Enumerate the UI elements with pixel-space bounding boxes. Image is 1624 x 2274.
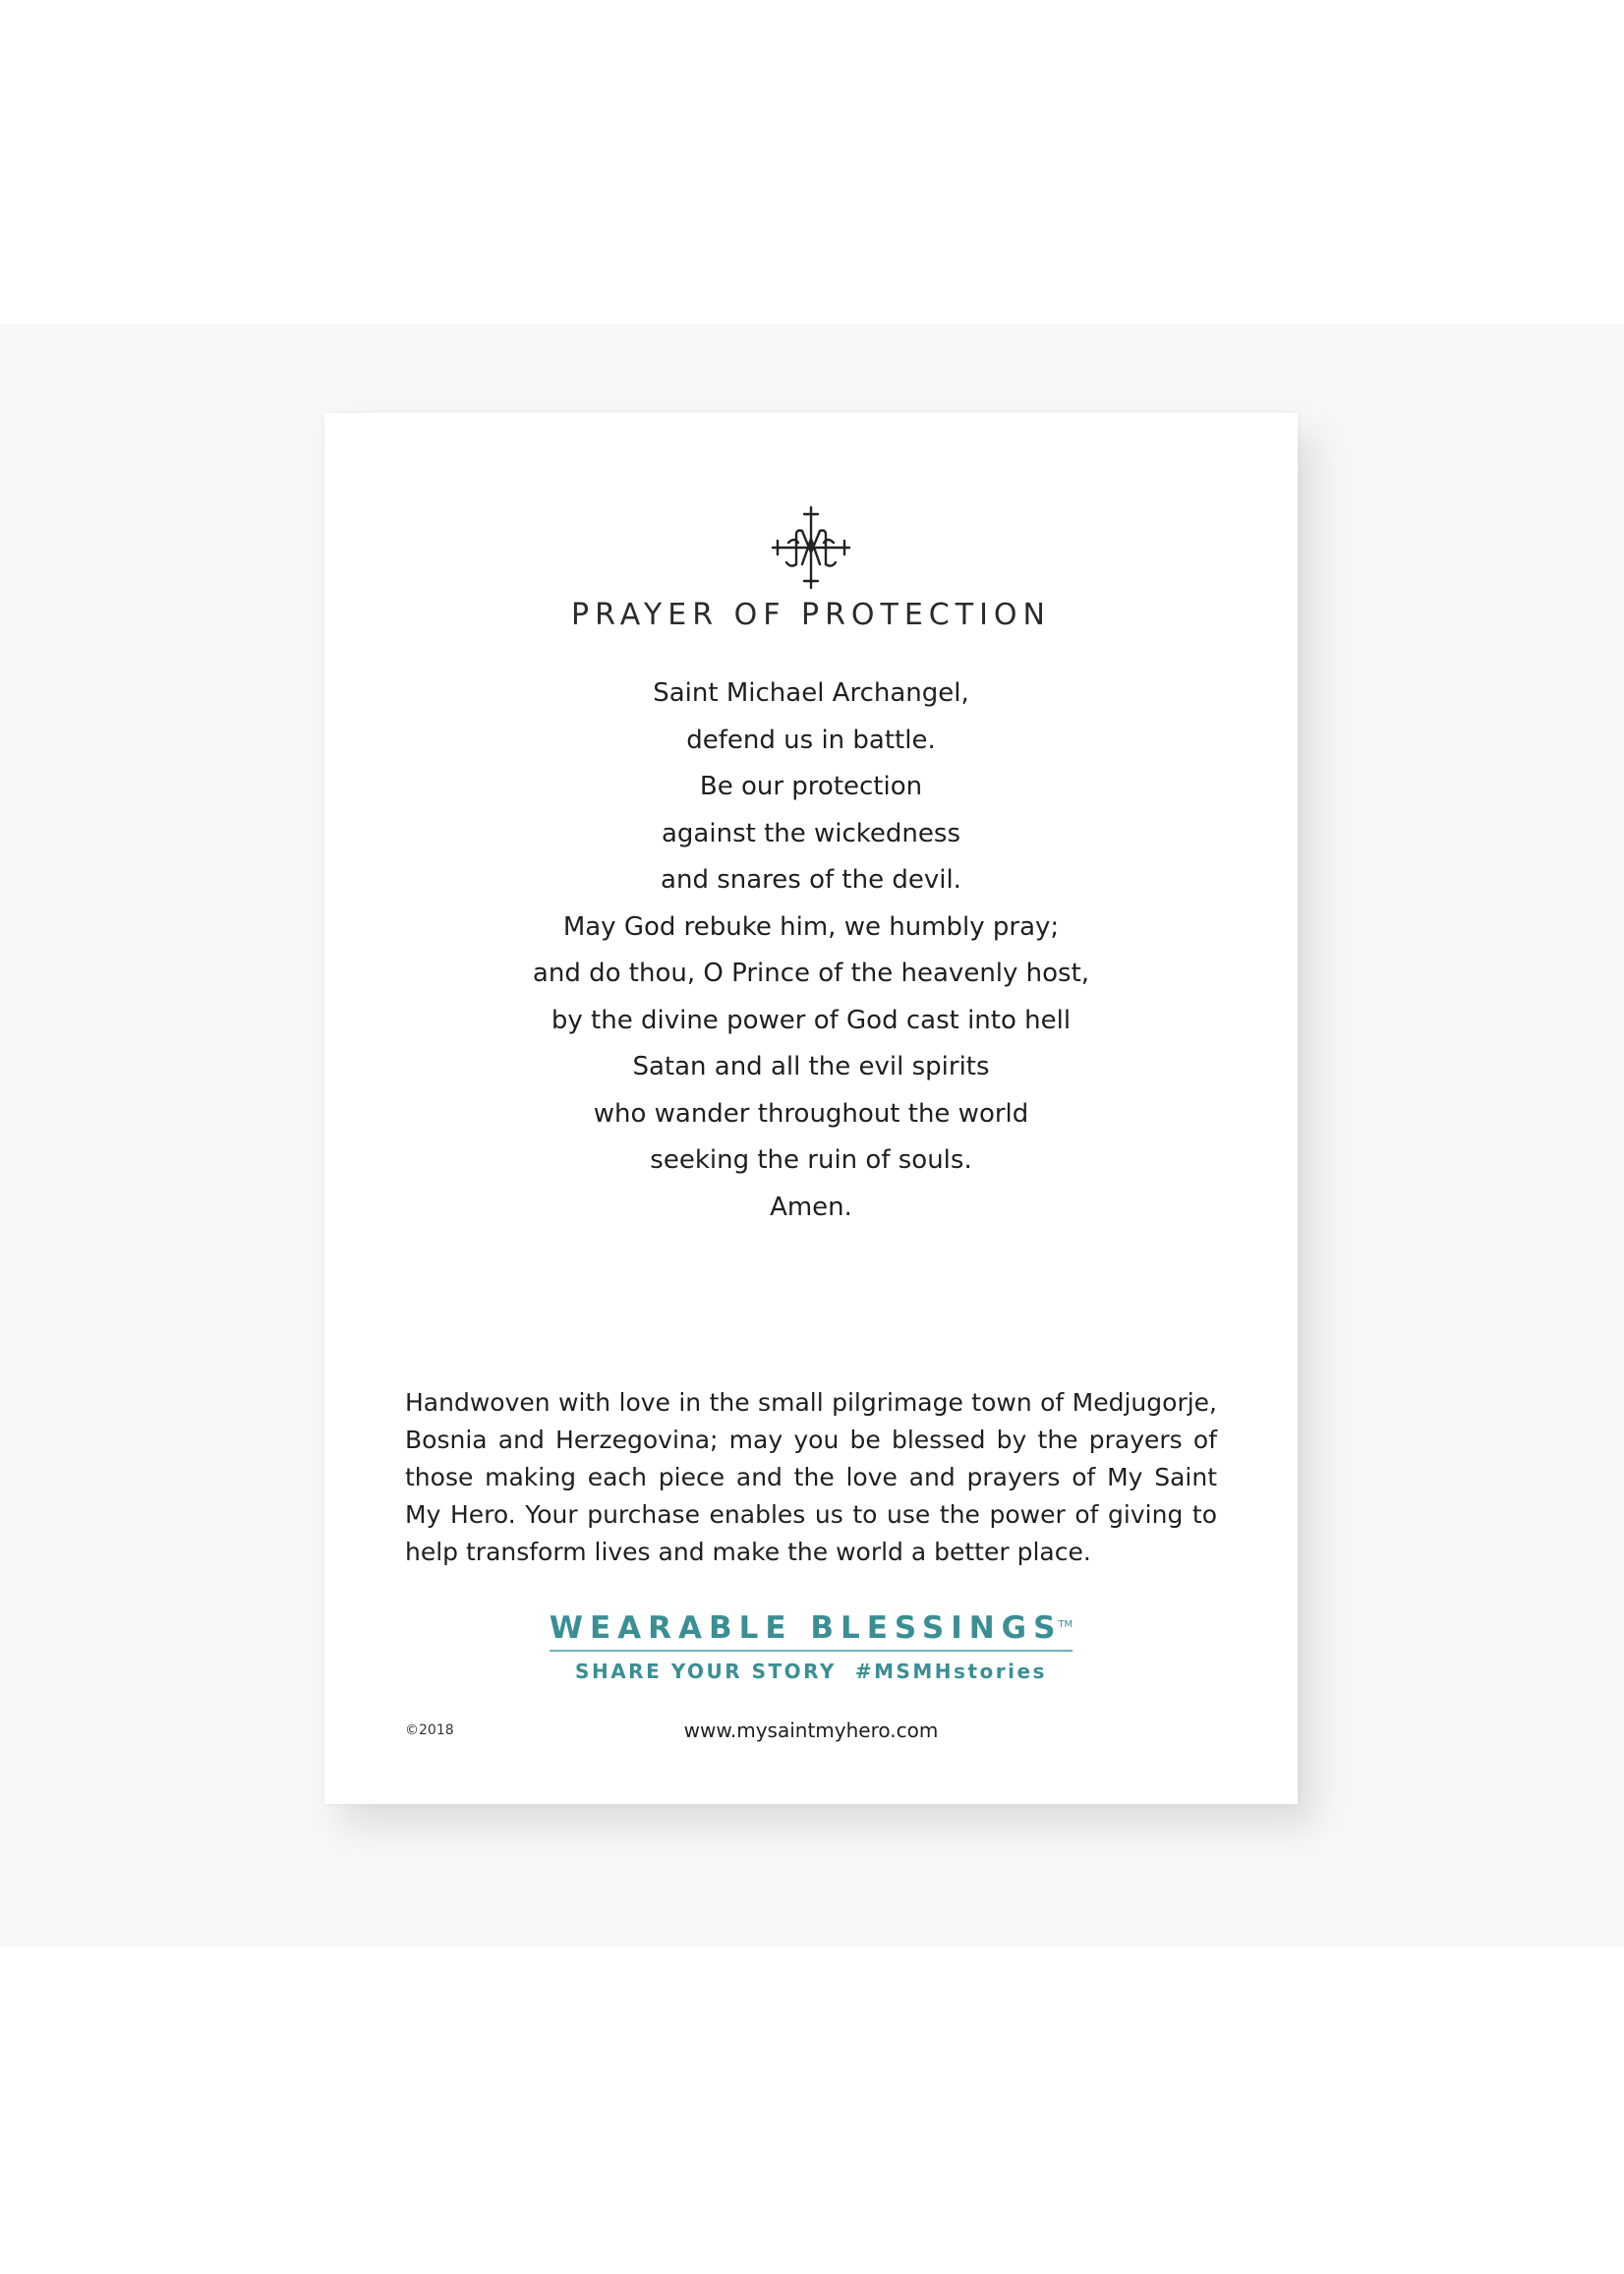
prayer-line: Saint Michael Archangel, xyxy=(653,678,969,708)
copyright-notice: ©2018 xyxy=(405,1722,454,1738)
website-url: www.mysaintmyhero.com xyxy=(683,1719,939,1742)
brand-block xyxy=(324,1610,1298,1683)
prayer-line: and do thou, O Prince of the heavenly host, xyxy=(532,959,1090,988)
handwoven-blurb: Handwoven with love in the small pilgrimage town of Medjugorje, Bosnia and Herzegovina; may you be blessed by the prayers of those making each piece and the love and prayers of My Saint My Hero. Your purchase enables us to use the power of giving to help transform lives and make the world a better place. xyxy=(405,1388,1217,1566)
brand-tagline: SHARE YOUR STORY #MSMHstories xyxy=(575,1660,1047,1683)
prayer-line: who wander throughout the world xyxy=(593,1098,1029,1129)
prayer-line: defend us in battle. xyxy=(686,725,936,755)
prayer-line: Amen. xyxy=(770,1192,852,1222)
prayer-card xyxy=(324,413,1298,1804)
prayer-line: against the wickedness xyxy=(662,818,960,848)
prayer-line: Be our protection xyxy=(699,772,923,801)
prayer-line: May God rebuke him, we humbly pray; xyxy=(562,911,1060,942)
prayer-text xyxy=(324,671,1298,1231)
prayer-title: PRAYER OF PROTECTION xyxy=(571,598,1051,632)
prayer-line: Satan and all the evil spirits xyxy=(632,1052,990,1081)
trademark-mark: TM xyxy=(1058,1618,1073,1630)
brand-name-text: WEARABLE BLESSINGS xyxy=(549,1610,1063,1646)
cross-monogram-icon xyxy=(767,503,855,592)
prayer-line: and snares of the devil. xyxy=(661,865,961,895)
brand-name xyxy=(550,1610,1073,1652)
prayer-line: by the divine power of God cast into hell xyxy=(551,1005,1072,1035)
prayer-line: seeking the ruin of souls. xyxy=(650,1145,972,1175)
